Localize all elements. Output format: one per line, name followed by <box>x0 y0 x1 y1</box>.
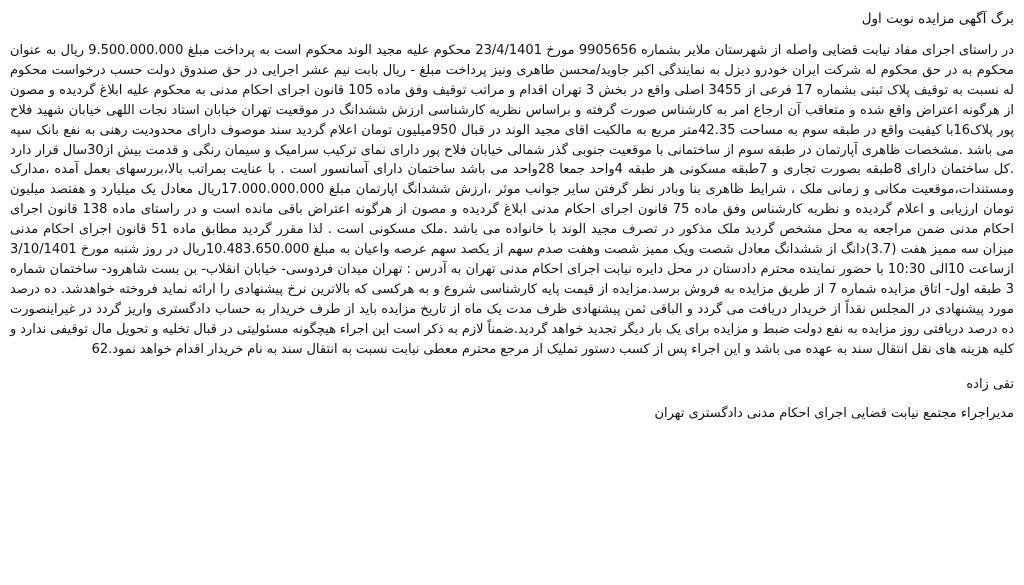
signer-name: تقی زاده <box>966 376 1014 392</box>
signer-office: مدیراجراء مجتمع نیابت قضایی اجرای احکام مدنی دادگستری تهران <box>654 405 1014 421</box>
notice-heading: برگ آگهی مزایده نوبت اول <box>861 11 1014 27</box>
notice-body: در راستای اجرای مفاد نیابت قضایی واصله از شهرستان ملایر بشماره 9905656 مورخ 23/4/1401 محکوم علیه مجید الوند محکوم است به پرداخت مبلغ 9.500.000.000 ریال به عنوان محکوم به در حق محکوم له شرکت ایران خودرو دیزل به نمایندگی اکبر جاوید/محسن طاهری ونیز پرداخت مبلغ - ریال بابت نیم عشر اجرایی در حق صندوق دولت حسب درخواست محکوم له نسبت به توقیف پلاک ثبتی بشماره 17 فرعی از 3455 اصلی واقع در بخش 3 تهران اقدام و مراتب توقیف وفق ماده 105 قانون اجرای احکام مدنی به محکوم علیه ابلاغ گردیده و مصون از هرگونه اعتراض واقع شده و متعاقب آن ارجاع امر به کارشناس صورت گرفته و براساس نظریه کارشناسی ارزش ششدانگ در موقعیت تهران خیابان استاد نجات اللهی خیابان شهید فلاح پور پلاک16با کیفیت واقع در طبقه سوم به مساحت 42.35متر مربع به مالکیت اقای مجید الوند در قبال 950میلیون تومان اعلام گردید سند موصوف دارای محدودیت رهنی به نفع بانک سپه می باشد .مشخصات ظاهری آپارتمان در طبقه سوم از ساختمانی با موقعیت جنوبی گذر شمالی خیابان فلاح پور دارای نمای ترکیب سرامیک و سیمان رنگی و قدمت بیش از30سال قرار دارد .کل ساختمان دارای 8طبقه بصورت تجاری و 7طبقه مسکونی هر طبقه 4واحد جمعا 28واحد می باشد ساختمان دارای آسانسور است . با عنایت بمراتب بالا،بررسهای بعمل آمده ،مدارک ومستندات،موقعیت مکانی و زمانی ملک ، شرایط ظاهری بنا وبادر نظر گرفتن سایر جوانب موثر ،ارزش ششدانگ اپارتمان مبلغ 17.000.000.000ریال معادل یک میلیارد و هفتصد میلیون تومان ارزیابی و اعلام گردیده و نظریه کارشناس وفق ماده 75 قانون اجرای احکام مدنی ابلاغ گردیده و مصون از هرگونه اعتراض باقی مانده است و در راستای ماده 138 قانون اجرای احکام مدنی ضمن مراجعه به محل مشخص گردید ملک مذکور در تصرف مجید الوند با خانواده می باشد .ملک مسکونی است . لذا مقرر گردید مطابق ماده 51 قانون اجرای احکام مدنی میزان سه ممیز هفت (3.7)دانگ از ششدانگ معادل شصت ویک ممیز شصت وهفت صدم سهم از یکصد سهم عرصه واعیان به مبلغ 10.483.650.000ریال در روز شنبه مورخ 3/10/1401 ازساعت 10الی 10:30 با حضور نماینده محترم دادستان در محل دایره نیابت اجرای احکام مدنی تهران به آدرس : تهران میدان فردوسی- خیابان انقلاب- بن بست شاهرود- ساختمان شماره 3 طبقه اول- اتاق مزایده شماره 7 از طریق مزایده به فروش برسد.مزایده از قیمت پایه کارشناسی شروع و به هرکسی که بالاترین نرخ پیشنهادی را ارائه نماید فروخته خواهدشد. ده درصد مورد پیشنهادی در المجلس نقداً از خریدار دریافت می گردد و الباقی ثمن پیشنهادی ظرف مدت یک ماه از تاریخ مزایده باید از طرف خریدار به حساب دادگستری واریز گردد در غیراینصورت ده درصد دریافتی روز مزایده به نفع دولت ضبط و مزایده برای یک بار دیگر تجدید خواهد گردید.ضمناً لازم به ذکر است این اجراء هیچگونه مسئولیتی در قبال تخلیه و تحویل مال توقیفی ندارد و کلیه هزینه های نقل انتقال سند به عهده می باشد و این اجراء پس از کسب دستور تملیک از مرجع محترم معطی نیابت نسبت به انتقال سند به نام خریدار اقدام خواهد نمود.62 <box>10 43 1015 357</box>
auction-notice <box>10 0 1014 585</box>
